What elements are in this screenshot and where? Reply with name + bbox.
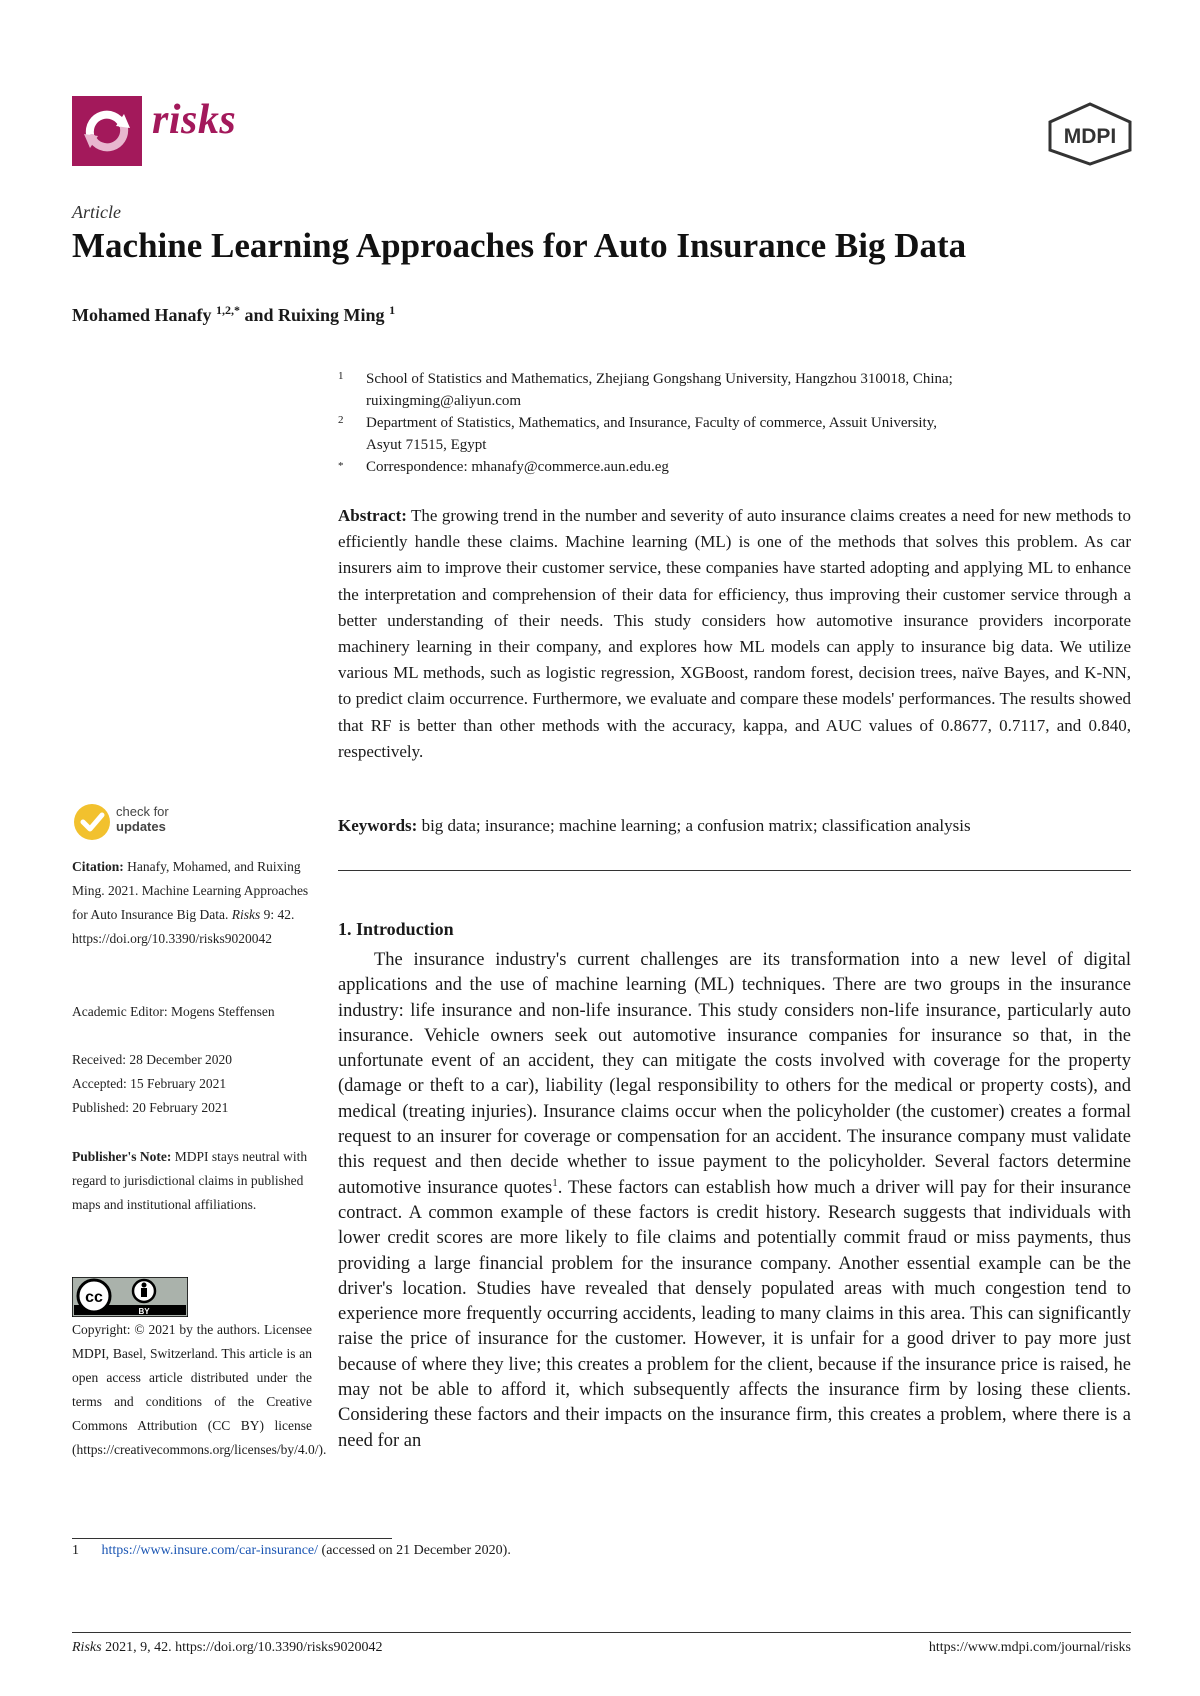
introduction-text: The insurance industry's current challenges are its transformation into a new level of digital applications and the use of machine learning (ML) techniques. There are two groups in the insurance industry: life insurance and non-life insurance. This study considers non-life insurance, particularly auto insurance. Vehicle owners seek out automotive insurance companies for insurance so that, in the unfortunate event of an accident, they can mitigate the costs involved with coverage for the property (damage or theft to a car), liability (legal responsibility to others for the medical or property costs), and medical (treating injuries). Insurance claims occur when the policyholder (the customer) creates a formal request to an insurer for coverage or compensation for an accident. The insurance company must validate this request and then decide whether to issue payment to the policyholder. Several factors determine automotive insurance quotes	[338, 950, 1131, 1198]
keywords	[338, 816, 1131, 836]
footer-journal-link[interactable]: https://www.mdpi.com/journal/risks	[928, 1640, 1131, 1655]
mdpi-logo	[1046, 102, 1134, 166]
citation-journal: Risks	[231, 907, 261, 922]
publisher-note	[72, 1145, 312, 1217]
citation-text: Hanafy, Mohamed, and Ruixing Ming. 2021. Machine Learning Approaches for Auto Insurance Big Data.	[72, 859, 309, 922]
author-name: Ruixing Ming	[278, 305, 385, 325]
keywords-label: Keywords:	[338, 816, 418, 835]
author-affiliation-mark: 1	[389, 303, 396, 317]
footnote	[72, 1543, 511, 1559]
affiliation-mark: 1	[338, 370, 344, 382]
check-updates-icon	[72, 802, 112, 842]
cc-by-license-badge[interactable]	[72, 1277, 188, 1317]
introduction-text: . These factors can establish how much a driver will pay for their insurance contract. A common example of these factors is credit history. Research suggests that individuals with lower credit scores are more likely to file claims and potentially commit fraud or miss payments, thus providing a large financial problem for the insurance company. Another essential example can be the driver's location. Studies have revealed that densely populated areas with much congestion tend to experience more frequently occurring accidents, leading to many claims in this area. This can significantly raise the price of insurance for the customer. However, it is unfair for a good driver to pay more just because of where they live; this creates a problem for the client, because if the insurance price is raised, he may not be able to afford it, which subsequently affects the insurance firm by losing these clients. Considering these factors and their impacts on the insurance firm, this creates a problem, where there is a need for an	[338, 1177, 1132, 1451]
publication-dates	[72, 1048, 312, 1120]
affiliation	[366, 368, 1066, 412]
footer-citation	[72, 1640, 383, 1656]
abstract-divider	[338, 870, 1131, 871]
authors	[72, 303, 395, 326]
affiliation	[366, 412, 1066, 456]
abstract-text: The growing trend in the number and severity of auto insurance claims creates a need for new methods to efficiently handle these claims. Machine learning (ML) is one of the methods that solves this problem. As car insurers aim to improve their customer service, these companies have started adopting and applying ML to enhance the interpretation and comprehension of their data for efficiency, thus improving their customer service through a better understanding of their needs. This study considers how automotive insurance providers incorporate machinery learning in their company, and explores how ML models can apply to insurance big data. We utilize various ML methods, such as logistic regression, XGBoost, random forest, decision trees, naïve Bayes, and K-NN, to predict claim occurrence. Furthermore, we evaluate and compare these models' performances. The results showed that RF is better than other methods with the accuracy, kappa, and AUC values of 0.8677, 0.7117, and 0.840, respectively.	[338, 506, 1131, 761]
citation-label: Citation:	[72, 859, 124, 874]
introduction-body	[338, 948, 1131, 1454]
cc-icon-text: cc	[85, 1289, 103, 1306]
citation-volume: 9: 42.	[263, 907, 295, 922]
citation	[72, 855, 312, 951]
check-for-updates-button[interactable]	[72, 802, 202, 842]
author-connector: and	[244, 305, 274, 325]
affiliation-line: School of Statistics and Mathematics, Zhejiang Gongshang University, Hangzhou 310018, China;	[366, 371, 953, 387]
footnote-divider	[72, 1538, 392, 1539]
footnote-ref[interactable]: 1	[552, 1176, 558, 1189]
academic-editor: Academic Editor: Mogens Steffensen	[72, 1004, 275, 1019]
copyright-notice: Copyright: © 2021 by the authors. Licensee MDPI, Basel, Switzerland. This article is an open access article distributed under the terms and conditions of the Creative Commons Attribution (CC BY) license (https://creativecommons.org/licenses/by/4.0/).	[72, 1322, 327, 1457]
footer-doi[interactable]: 2021, 9, 42. https://doi.org/10.3390/risks9020042	[105, 1640, 383, 1655]
received-date: Received: 28 December 2020	[72, 1052, 233, 1067]
published-date: Published: 20 February 2021	[72, 1100, 229, 1115]
footnote-mark: 1	[72, 1543, 79, 1558]
affiliation-line: Department of Statistics, Mathematics, and Insurance, Faculty of commerce, Assuit University,	[366, 415, 937, 431]
cc-by-text: BY	[138, 1307, 150, 1316]
journal-logo-icon	[72, 96, 142, 166]
keywords-text: big data; insurance; machine learning; a confusion matrix; classification analysis	[421, 816, 971, 835]
article-type: Article	[72, 202, 121, 222]
journal-name: risks	[152, 97, 237, 143]
paper-title: Machine Learning Approaches for Auto Insurance Big Data	[72, 226, 967, 265]
author-name: Mohamed Hanafy	[72, 305, 212, 325]
affiliation-email[interactable]: ruixingming@aliyun.com	[366, 393, 522, 409]
footer-divider	[72, 1632, 1131, 1633]
affiliation-line: Asyut 71515, Egypt	[366, 437, 487, 453]
affiliation-mark: 2	[338, 414, 344, 426]
mdpi-logo-text: MDPI	[1063, 125, 1117, 148]
footnote-link[interactable]: https://www.insure.com/car-insurance/	[101, 1543, 319, 1558]
footer-journal: Risks	[72, 1640, 102, 1655]
footnote-text: (accessed on 21 December 2020).	[321, 1543, 511, 1558]
publisher-note-text: MDPI stays neutral with regard to jurisdictional claims in published maps and institutional affiliations.	[72, 1149, 308, 1212]
publisher-note-label: Publisher's Note:	[72, 1149, 172, 1164]
citation-doi-link[interactable]: https://doi.org/10.3390/risks9020042	[72, 931, 273, 946]
author-affiliation-mark: 1,2,*	[216, 303, 240, 317]
check-updates-line2: updates	[116, 819, 166, 834]
correspondence[interactable]: Correspondence: mhanafy@commerce.aun.edu.eg	[366, 459, 669, 475]
abstract	[338, 503, 1131, 765]
section-heading: 1. Introduction	[338, 919, 454, 939]
check-updates-line1: check for	[116, 804, 169, 819]
accepted-date: Accepted: 15 February 2021	[72, 1076, 227, 1091]
abstract-label: Abstract:	[338, 506, 407, 525]
correspondence-mark: *	[338, 460, 344, 472]
